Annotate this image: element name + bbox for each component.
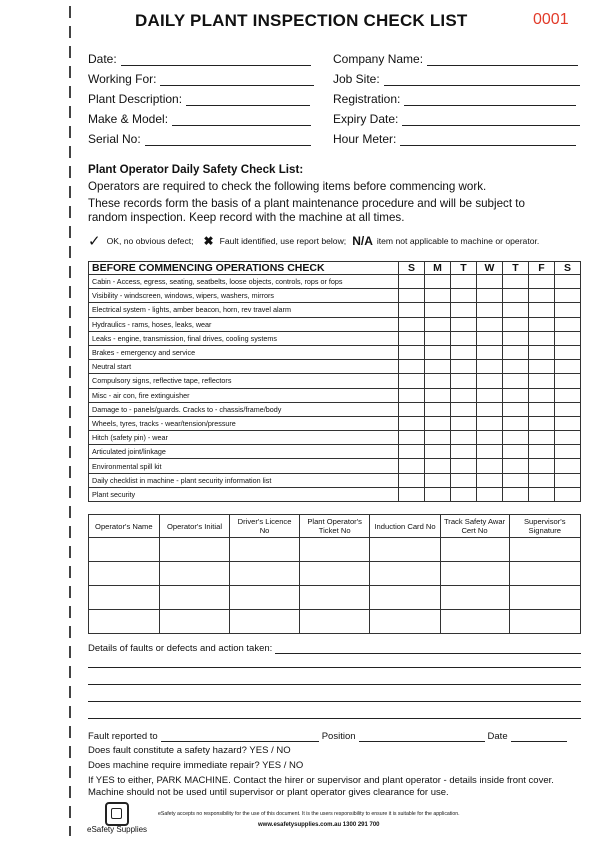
check-cell[interactable] bbox=[477, 374, 503, 388]
operator-row bbox=[89, 610, 581, 634]
check-cell[interactable] bbox=[451, 360, 477, 374]
check-cell[interactable] bbox=[399, 331, 425, 345]
check-cell[interactable] bbox=[477, 473, 503, 487]
check-cell[interactable] bbox=[425, 459, 451, 473]
check-cell[interactable] bbox=[451, 402, 477, 416]
details-field[interactable]: Details of faults or defects and action taken: bbox=[88, 643, 581, 654]
col-supervisor-signature: Supervisor's Signature bbox=[509, 515, 580, 538]
day-header: W bbox=[477, 262, 503, 275]
details-line[interactable] bbox=[88, 667, 581, 668]
col-track-safety: Track Safety Awar Cert No bbox=[440, 515, 509, 538]
intro-heading: Plant Operator Daily Safety Check List: bbox=[88, 163, 304, 176]
check-cell[interactable] bbox=[451, 317, 477, 331]
check-cell[interactable] bbox=[529, 289, 555, 303]
check-cell[interactable] bbox=[529, 360, 555, 374]
legend-ok: OK, no obvious defect; bbox=[106, 236, 194, 246]
day-header: M bbox=[425, 262, 451, 275]
check-item-label: Environmental spill kit bbox=[89, 459, 399, 473]
binding-perforation bbox=[69, 6, 71, 836]
check-cell[interactable] bbox=[529, 303, 555, 317]
check-cell[interactable] bbox=[529, 431, 555, 445]
check-cell[interactable] bbox=[555, 402, 581, 416]
page-title: DAILY PLANT INSPECTION CHECK LIST bbox=[135, 11, 468, 30]
check-cell[interactable] bbox=[451, 374, 477, 388]
check-cell[interactable] bbox=[399, 317, 425, 331]
check-cell[interactable] bbox=[529, 402, 555, 416]
check-cell[interactable] bbox=[399, 303, 425, 317]
check-row bbox=[89, 459, 581, 473]
check-row bbox=[89, 275, 581, 289]
check-cell[interactable] bbox=[529, 331, 555, 345]
check-cell[interactable] bbox=[503, 317, 529, 331]
check-cell[interactable] bbox=[425, 303, 451, 317]
check-item-label: Misc - air con, fire extinguisher bbox=[89, 388, 399, 402]
check-row bbox=[89, 388, 581, 402]
check-cell[interactable] bbox=[503, 402, 529, 416]
check-cell[interactable] bbox=[555, 388, 581, 402]
operator-cell[interactable] bbox=[509, 538, 580, 562]
check-cell[interactable] bbox=[503, 487, 529, 501]
check-cell[interactable] bbox=[425, 445, 451, 459]
check-cell[interactable] bbox=[399, 416, 425, 430]
day-header: T bbox=[451, 262, 477, 275]
operator-table bbox=[88, 514, 581, 634]
check-cell[interactable] bbox=[529, 445, 555, 459]
serial-number: 0001 bbox=[533, 11, 569, 28]
safety-hazard-question: Does fault constitute a safety hazard? YES / NO bbox=[88, 745, 291, 756]
check-table bbox=[88, 261, 581, 502]
make-model-field[interactable]: Make & Model: bbox=[88, 112, 311, 126]
details-line[interactable] bbox=[88, 718, 581, 719]
check-cell[interactable] bbox=[555, 459, 581, 473]
intro-line-2: These records form the basis of a plant maintenance procedure and will be subject to bbox=[88, 197, 525, 210]
operator-cell[interactable] bbox=[230, 610, 300, 634]
hour-meter-field[interactable]: Hour Meter: bbox=[333, 132, 576, 146]
check-cell[interactable] bbox=[451, 445, 477, 459]
check-cell[interactable] bbox=[503, 459, 529, 473]
check-item-label: Hydraulics - rams, hoses, leaks, wear bbox=[89, 317, 399, 331]
check-cell[interactable] bbox=[529, 374, 555, 388]
check-row bbox=[89, 289, 581, 303]
operator-row bbox=[89, 562, 581, 586]
check-cell[interactable] bbox=[503, 289, 529, 303]
operator-cell[interactable] bbox=[440, 538, 509, 562]
check-cell[interactable] bbox=[425, 374, 451, 388]
operator-cell[interactable] bbox=[89, 610, 160, 634]
check-item-label: Wheels, tyres, tracks - wear/tension/pressure bbox=[89, 416, 399, 430]
legend bbox=[88, 232, 539, 250]
check-cell[interactable] bbox=[477, 402, 503, 416]
day-header: S bbox=[399, 262, 425, 275]
legend-na: item not applicable to machine or operator. bbox=[376, 236, 540, 246]
check-cell[interactable] bbox=[477, 445, 503, 459]
operator-cell[interactable] bbox=[440, 586, 509, 610]
check-cell[interactable] bbox=[529, 459, 555, 473]
check-cell[interactable] bbox=[399, 345, 425, 359]
check-cell[interactable] bbox=[399, 473, 425, 487]
check-cell[interactable] bbox=[425, 487, 451, 501]
check-cell[interactable] bbox=[477, 360, 503, 374]
check-row bbox=[89, 345, 581, 359]
check-item-label: Damage to - panels/guards. Cracks to - chassis/frame/body bbox=[89, 402, 399, 416]
operator-cell[interactable] bbox=[230, 562, 300, 586]
park-machine-note: If YES to either, PARK MACHINE. Contact the hirer or supervisor and plant operator - details inside front cover. bbox=[88, 775, 554, 786]
check-cell[interactable] bbox=[477, 345, 503, 359]
intro-line-3: random inspection. Keep record with the machine at all times. bbox=[88, 211, 405, 224]
operator-cell[interactable] bbox=[509, 586, 580, 610]
check-cell[interactable] bbox=[477, 289, 503, 303]
check-cell[interactable] bbox=[399, 374, 425, 388]
check-cell[interactable] bbox=[503, 445, 529, 459]
check-cell[interactable] bbox=[529, 487, 555, 501]
check-cell[interactable] bbox=[399, 402, 425, 416]
operator-cell[interactable] bbox=[89, 562, 160, 586]
check-cell[interactable] bbox=[451, 275, 477, 289]
col-operator-name: Operator's Name bbox=[89, 515, 160, 538]
check-cell[interactable] bbox=[555, 275, 581, 289]
esafety-logo-icon bbox=[105, 802, 129, 826]
check-cell[interactable] bbox=[399, 388, 425, 402]
check-cell[interactable] bbox=[529, 473, 555, 487]
details-line[interactable] bbox=[88, 701, 581, 702]
expiry-date-field[interactable]: Expiry Date: bbox=[333, 112, 580, 126]
check-cell[interactable] bbox=[399, 431, 425, 445]
check-row bbox=[89, 445, 581, 459]
operator-cell[interactable] bbox=[159, 538, 230, 562]
check-cell[interactable] bbox=[503, 416, 529, 430]
check-item-label: Neutral start bbox=[89, 360, 399, 374]
check-cell[interactable] bbox=[503, 303, 529, 317]
job-site-field[interactable]: Job Site: bbox=[333, 72, 580, 86]
check-cell[interactable] bbox=[477, 317, 503, 331]
position-input[interactable] bbox=[359, 731, 485, 742]
operator-cell[interactable] bbox=[159, 562, 230, 586]
check-cell[interactable] bbox=[425, 360, 451, 374]
check-cell[interactable] bbox=[555, 289, 581, 303]
fault-reported-to-input[interactable] bbox=[161, 731, 319, 742]
details-line[interactable] bbox=[88, 684, 581, 685]
check-cell[interactable] bbox=[399, 289, 425, 303]
operator-cell[interactable] bbox=[159, 586, 230, 610]
cross-mark-icon: ✖ bbox=[203, 234, 214, 248]
check-cell[interactable] bbox=[451, 431, 477, 445]
check-cell[interactable] bbox=[451, 303, 477, 317]
check-item-label: Visibility - windscreen, windows, wipers, washers, mirrors bbox=[89, 289, 399, 303]
check-row bbox=[89, 303, 581, 317]
clearance-note: Machine should not be used until supervisor or plant operator gives clearance for use. bbox=[88, 787, 449, 798]
disclaimer: eSafety accepts no responsibility for the use of this document. It is the users responsibility to ensure it is suitable for the application. bbox=[158, 811, 460, 817]
date-input[interactable] bbox=[511, 731, 567, 742]
check-cell[interactable] bbox=[529, 275, 555, 289]
check-cell[interactable] bbox=[451, 487, 477, 501]
check-cell[interactable] bbox=[503, 331, 529, 345]
check-cell[interactable] bbox=[425, 317, 451, 331]
check-cell[interactable] bbox=[451, 345, 477, 359]
check-cell[interactable] bbox=[529, 416, 555, 430]
working-for-field[interactable]: Working For: bbox=[88, 72, 314, 86]
operator-cell[interactable] bbox=[509, 562, 580, 586]
check-table-header bbox=[89, 262, 581, 275]
intro-line-1: Operators are required to check the following items before commencing work. bbox=[88, 180, 487, 193]
registration-field[interactable]: Registration: bbox=[333, 92, 576, 106]
check-cell[interactable] bbox=[399, 445, 425, 459]
check-cell[interactable] bbox=[425, 402, 451, 416]
check-cell[interactable] bbox=[555, 431, 581, 445]
repair-question: Does machine require immediate repair? YES / NO bbox=[88, 760, 304, 771]
check-item-label: Hitch (safety pin) - wear bbox=[89, 431, 399, 445]
operator-cell[interactable] bbox=[299, 586, 370, 610]
check-row bbox=[89, 416, 581, 430]
check-cell[interactable] bbox=[451, 459, 477, 473]
check-item-label: Cabin - Access, egress, seating, seatbelts, loose objects, controls, rops or fops bbox=[89, 275, 399, 289]
operator-cell[interactable] bbox=[440, 562, 509, 586]
check-cell[interactable] bbox=[529, 317, 555, 331]
check-cell[interactable] bbox=[477, 459, 503, 473]
operator-cell[interactable] bbox=[89, 586, 160, 610]
check-cell[interactable] bbox=[555, 416, 581, 430]
check-cell[interactable] bbox=[425, 345, 451, 359]
col-induction-card: Induction Card No bbox=[370, 515, 440, 538]
check-cell[interactable] bbox=[503, 431, 529, 445]
check-cell[interactable] bbox=[477, 303, 503, 317]
check-row bbox=[89, 473, 581, 487]
check-cell[interactable] bbox=[477, 388, 503, 402]
check-row bbox=[89, 431, 581, 445]
plant-description-field[interactable]: Plant Description: bbox=[88, 92, 310, 106]
check-cell[interactable] bbox=[451, 388, 477, 402]
col-drivers-licence: Driver's Licence No bbox=[230, 515, 300, 538]
operator-cell[interactable] bbox=[299, 538, 370, 562]
operator-cell[interactable] bbox=[89, 538, 160, 562]
check-cell[interactable] bbox=[425, 388, 451, 402]
serial-no-field[interactable]: Serial No: bbox=[88, 132, 311, 146]
check-cell[interactable] bbox=[503, 473, 529, 487]
col-operator-initial: Operator's Initial bbox=[159, 515, 230, 538]
check-cell[interactable] bbox=[451, 416, 477, 430]
check-cell[interactable] bbox=[555, 445, 581, 459]
check-cell[interactable] bbox=[399, 360, 425, 374]
na-symbol: N/A bbox=[352, 234, 373, 248]
check-cell[interactable] bbox=[477, 416, 503, 430]
check-cell[interactable] bbox=[425, 331, 451, 345]
check-cell[interactable] bbox=[529, 388, 555, 402]
operator-cell[interactable] bbox=[370, 586, 440, 610]
check-row bbox=[89, 331, 581, 345]
check-cell[interactable] bbox=[451, 289, 477, 303]
operator-cell[interactable] bbox=[159, 610, 230, 634]
check-cell[interactable] bbox=[425, 431, 451, 445]
check-table-title: BEFORE COMMENCING OPERATIONS CHECK bbox=[89, 262, 399, 275]
check-cell[interactable] bbox=[503, 360, 529, 374]
operator-cell[interactable] bbox=[299, 562, 370, 586]
fault-reported-row: Fault reported to Position Date bbox=[88, 731, 570, 742]
check-item-label: Daily checklist in machine - plant security information list bbox=[89, 473, 399, 487]
check-row bbox=[89, 360, 581, 374]
operator-cell[interactable] bbox=[440, 610, 509, 634]
check-cell[interactable] bbox=[555, 374, 581, 388]
website-phone: www.esafetysupplies.com.au 1300 291 700 bbox=[258, 822, 380, 828]
check-row bbox=[89, 374, 581, 388]
operator-cell[interactable] bbox=[230, 538, 300, 562]
check-row bbox=[89, 402, 581, 416]
check-item-label: Leaks - engine, transmission, final drives, cooling systems bbox=[89, 331, 399, 345]
operator-cell[interactable] bbox=[370, 610, 440, 634]
operator-cell[interactable] bbox=[299, 610, 370, 634]
check-cell[interactable] bbox=[555, 487, 581, 501]
legend-fault: Fault identified, use report below; bbox=[219, 236, 347, 246]
check-cell[interactable] bbox=[503, 275, 529, 289]
check-cell[interactable] bbox=[425, 275, 451, 289]
check-cell[interactable] bbox=[425, 416, 451, 430]
check-cell[interactable] bbox=[399, 459, 425, 473]
check-cell[interactable] bbox=[425, 289, 451, 303]
check-cell[interactable] bbox=[477, 275, 503, 289]
operator-row bbox=[89, 538, 581, 562]
operator-cell[interactable] bbox=[370, 538, 440, 562]
check-item-label: Plant security bbox=[89, 487, 399, 501]
col-ticket-no: Plant Operator's Ticket No bbox=[299, 515, 370, 538]
check-cell[interactable] bbox=[555, 331, 581, 345]
check-cell[interactable] bbox=[555, 317, 581, 331]
brand-name: eSafety Supplies bbox=[87, 825, 148, 834]
check-cell[interactable] bbox=[555, 360, 581, 374]
check-mark-icon: ✓ bbox=[88, 233, 101, 250]
day-header: T bbox=[503, 262, 529, 275]
check-cell[interactable] bbox=[503, 345, 529, 359]
check-cell[interactable] bbox=[503, 388, 529, 402]
check-row bbox=[89, 317, 581, 331]
operator-table-header bbox=[89, 515, 581, 538]
check-cell[interactable] bbox=[529, 345, 555, 359]
check-cell[interactable] bbox=[425, 473, 451, 487]
check-cell[interactable] bbox=[399, 487, 425, 501]
operator-cell[interactable] bbox=[370, 562, 440, 586]
check-cell[interactable] bbox=[555, 345, 581, 359]
check-cell[interactable] bbox=[451, 331, 477, 345]
check-cell[interactable] bbox=[477, 331, 503, 345]
check-item-label: Articulated joint/linkage bbox=[89, 445, 399, 459]
check-item-label: Electrical system - lights, amber beacon, horn, rev travel alarm bbox=[89, 303, 399, 317]
day-header: F bbox=[529, 262, 555, 275]
check-cell[interactable] bbox=[399, 275, 425, 289]
operator-row bbox=[89, 586, 581, 610]
check-cell[interactable] bbox=[477, 431, 503, 445]
company-name-field[interactable]: Company Name: bbox=[333, 52, 578, 66]
check-cell[interactable] bbox=[451, 473, 477, 487]
operator-cell[interactable] bbox=[230, 586, 300, 610]
check-cell[interactable] bbox=[503, 374, 529, 388]
check-row bbox=[89, 487, 581, 501]
check-cell[interactable] bbox=[555, 303, 581, 317]
check-cell[interactable] bbox=[555, 473, 581, 487]
day-header: S bbox=[555, 262, 581, 275]
check-item-label: Compulsory signs, reflective tape, reflectors bbox=[89, 374, 399, 388]
date-field[interactable]: Date: bbox=[88, 52, 311, 66]
operator-cell[interactable] bbox=[509, 610, 580, 634]
check-item-label: Brakes - emergency and service bbox=[89, 345, 399, 359]
check-cell[interactable] bbox=[477, 487, 503, 501]
